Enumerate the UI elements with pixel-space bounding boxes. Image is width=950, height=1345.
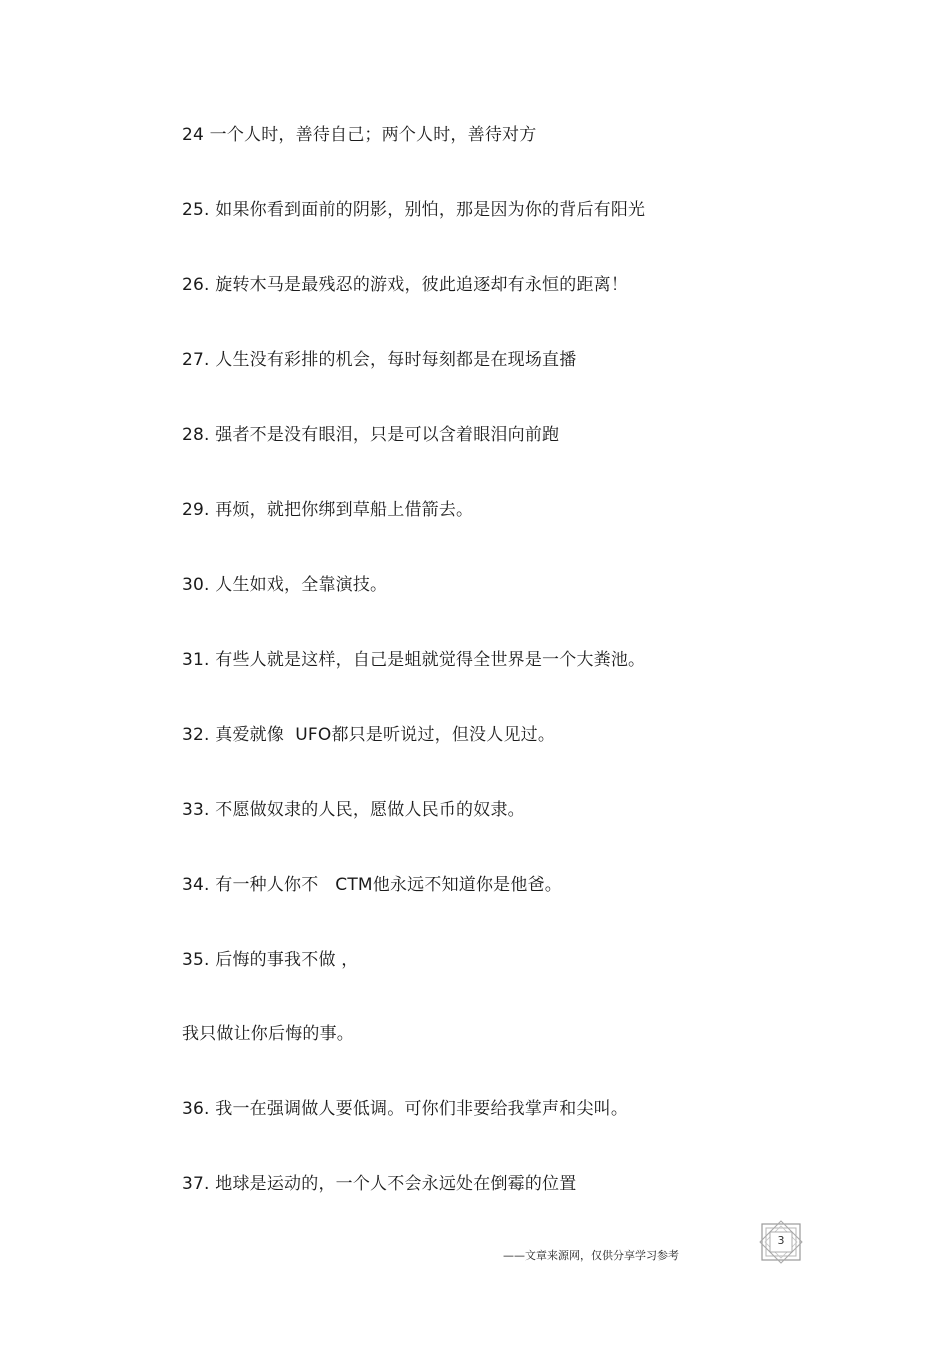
quote-line-30: 30. 人生如戏，全靠演技。	[182, 575, 388, 595]
quote-line-28: 28. 强者不是没有眼泪，只是可以含着眼泪向前跑	[182, 425, 560, 445]
quote-line-25: 25. 如果你看到面前的阴影，别怕，那是因为你的背后有阳光	[182, 200, 646, 220]
quote-line-35: 35. 后悔的事我不做 ，	[182, 950, 359, 970]
quote-line-32: 32. 真爱就像 UFO都只是听说过，但没人见过。	[182, 725, 556, 745]
quote-line-35-continued: 我只做让你后悔的事。	[182, 1024, 354, 1044]
page-number-badge	[756, 1220, 806, 1264]
quote-line-36: 36. 我一在强调做人要低调。可你们非要给我掌声和尖叫。	[182, 1099, 629, 1119]
quote-line-33: 33. 不愿做奴隶的人民，愿做人民币的奴隶。	[182, 800, 525, 820]
page-number: 3	[777, 1234, 785, 1247]
quote-line-34: 34. 有一种人你不 CTM他永远不知道你是他爸。	[182, 875, 562, 895]
quote-line-37: 37. 地球是运动的，一个人不会永远处在倒霉的位置	[182, 1174, 577, 1194]
footer-note: ——文章来源网，仅供分享学习参考	[503, 1249, 679, 1262]
quote-line-27: 27. 人生没有彩排的机会，每时每刻都是在现场直播	[182, 350, 577, 370]
quote-line-29: 29. 再烦，就把你绑到草船上借箭去。	[182, 500, 474, 520]
quote-line-31: 31. 有些人就是这样，自己是蛆就觉得全世界是一个大粪池。	[182, 650, 646, 670]
quote-line-26: 26. 旋转木马是最残忍的游戏，彼此追逐却有永恒的距离！	[182, 275, 629, 295]
quote-line-24: 24 一个人时，善待自己；两个人时，善待对方	[182, 125, 537, 145]
